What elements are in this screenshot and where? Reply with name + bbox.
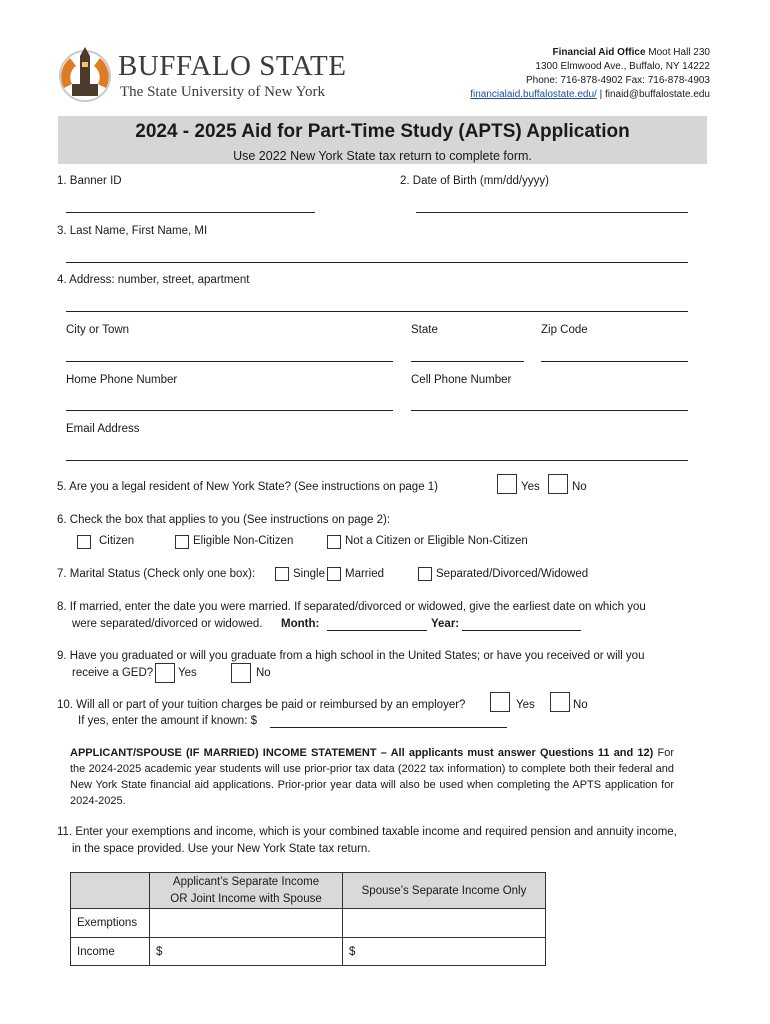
spouse-income-header: Spouse’s Separate Income Only (343, 873, 546, 909)
table-corner-cell (71, 873, 150, 909)
single-label: Single (293, 568, 325, 580)
citizen-checkbox[interactable] (77, 535, 91, 549)
zip-label: Zip Code (541, 324, 588, 336)
name-field[interactable] (66, 262, 688, 263)
q5-yes-checkbox[interactable] (497, 474, 517, 494)
eligible-noncitizen-label: Eligible Non-Citizen (193, 535, 294, 547)
separated-label: Separated/Divorced/Widowed (436, 568, 589, 580)
office-line (470, 46, 710, 60)
spouse-income-cell[interactable]: $ (343, 938, 546, 966)
q10-line2: If yes, enter the amount if known: $ (78, 715, 257, 727)
income-statement-heading: APPLICANT/SPOUSE (IF MARRIED) INCOME STATEMENT – All applicants must answer Questions 11 and 12) (70, 747, 654, 759)
address-field[interactable] (66, 311, 688, 312)
income-label: Income (71, 938, 150, 966)
office-email[interactable]: finaid@buffalostate.edu (604, 89, 710, 100)
dob-field[interactable] (416, 212, 688, 213)
office-address: 1300 Elmwood Ave., Buffalo, NY 14222 (535, 61, 710, 72)
zip-field[interactable] (541, 361, 688, 362)
university-logo (58, 44, 348, 106)
applicant-income-cell[interactable]: $ (150, 938, 343, 966)
q11-line1: 11. Enter your exemptions and income, which is your combined taxable income and required pension and annuity income, (57, 826, 677, 838)
q9-line2: receive a GED? (72, 667, 154, 679)
website-link[interactable]: financialaid.buffalostate.edu/ (470, 89, 597, 100)
city-label: City or Town (66, 324, 130, 336)
form-title: 2024 - 2025 Aid for Part-Time Study (APTS) Application (135, 121, 630, 142)
q9-no-checkbox[interactable] (231, 663, 251, 683)
exemptions-label: Exemptions (71, 909, 150, 938)
email-label: Email Address (66, 423, 140, 435)
city-field[interactable] (66, 361, 393, 362)
q9-yes-label: Yes (178, 667, 197, 679)
q9-yes-checkbox[interactable] (155, 663, 175, 683)
q10-yes-checkbox[interactable] (490, 692, 510, 712)
applicant-header-line2: OR Joint Income with Spouse (170, 892, 322, 905)
q8-year-label: Year: (431, 618, 460, 630)
banner-id-label: 1. Banner ID (57, 175, 122, 187)
office-name: Financial Aid Office (552, 47, 646, 58)
separator: | (596, 89, 605, 100)
married-label: Married (345, 568, 384, 580)
eligible-noncitizen-checkbox[interactable] (175, 535, 189, 549)
q5-text: 5. Are you a legal resident of New York State? (See instructions on page 1) (57, 481, 439, 493)
dob-label: 2. Date of Birth (mm/dd/yyyy) (400, 175, 549, 187)
q8-line1: 8. If married, enter the date you were married. If separated/divorced or widowed, give the earliest date on which you (57, 601, 646, 613)
banner-id-field[interactable] (66, 212, 315, 213)
tower-seal-icon (58, 44, 112, 104)
email-field[interactable] (66, 460, 688, 461)
name-label: 3. Last Name, First Name, MI (57, 225, 208, 237)
q8-line2: were separated/divorced or widowed. (72, 618, 263, 630)
cell-phone-field[interactable] (411, 410, 688, 411)
cell-phone-label: Cell Phone Number (411, 374, 512, 386)
q10-yes-label: Yes (516, 699, 535, 711)
contact-block (470, 46, 710, 102)
logo-name: BUFFALO STATE (118, 50, 347, 82)
not-citizen-checkbox[interactable] (327, 535, 341, 549)
single-checkbox[interactable] (275, 567, 289, 581)
home-phone-field[interactable] (66, 410, 393, 411)
state-label: State (411, 324, 438, 336)
q10-no-label: No (573, 699, 588, 711)
applicant-header-line1: Applicant’s Separate Income (172, 875, 320, 888)
q6-text: 6. Check the box that applies to you (See instructions on page 2): (57, 514, 391, 526)
q7-text: 7. Marital Status (Check only one box): (57, 568, 256, 580)
q10-line1: 10. Will all or part of your tuition charges be paid or reimbursed by an employer? (57, 699, 466, 711)
q5-no-label: No (572, 481, 587, 493)
logo-subtitle: The State University of New York (120, 84, 325, 100)
q10-amount-field[interactable] (270, 727, 507, 728)
q9-line1: 9. Have you graduated or will you graduate from a high school in the United States; or have you received or will you (57, 650, 645, 662)
q5-no-checkbox[interactable] (548, 474, 568, 494)
address-label: 4. Address: number, street, apartment (57, 274, 250, 286)
q9-no-label: No (256, 667, 271, 679)
not-citizen-label: Not a Citizen or Eligible Non-Citizen (345, 535, 528, 547)
married-checkbox[interactable] (327, 567, 341, 581)
q8-year-field[interactable] (462, 630, 581, 631)
q11-line2: in the space provided. Use your New York State tax return. (72, 843, 371, 855)
q8-month-label: Month: (281, 618, 320, 630)
office-phones: Phone: 716-878-4902 Fax: 716-878-4903 (525, 75, 710, 86)
home-phone-label: Home Phone Number (66, 374, 178, 386)
income-statement (70, 745, 674, 809)
q10-no-checkbox[interactable] (550, 692, 570, 712)
citizen-label: Citizen (99, 535, 135, 547)
q8-month-field[interactable] (327, 630, 427, 631)
applicant-income-header (150, 873, 343, 909)
office-room: Moot Hall 230 (645, 47, 710, 58)
income-statement-body: For the 2024-2025 academic year students will use prior-prior tax data (2022 tax information) to complete both their federal and New York State financial aid applications. Prior-prior year data will also be used when completing the APTS application for 2024-2025. (70, 747, 674, 807)
state-field[interactable] (411, 361, 524, 362)
form-subtitle: Use 2022 New York State tax return to complete form. (233, 149, 532, 163)
income-table (70, 872, 546, 966)
q5-yes-label: Yes (521, 481, 540, 493)
separated-checkbox[interactable] (418, 567, 432, 581)
office-web-line (470, 88, 710, 102)
applicant-exemptions-cell[interactable] (150, 909, 343, 938)
spouse-exemptions-cell[interactable] (343, 909, 546, 938)
